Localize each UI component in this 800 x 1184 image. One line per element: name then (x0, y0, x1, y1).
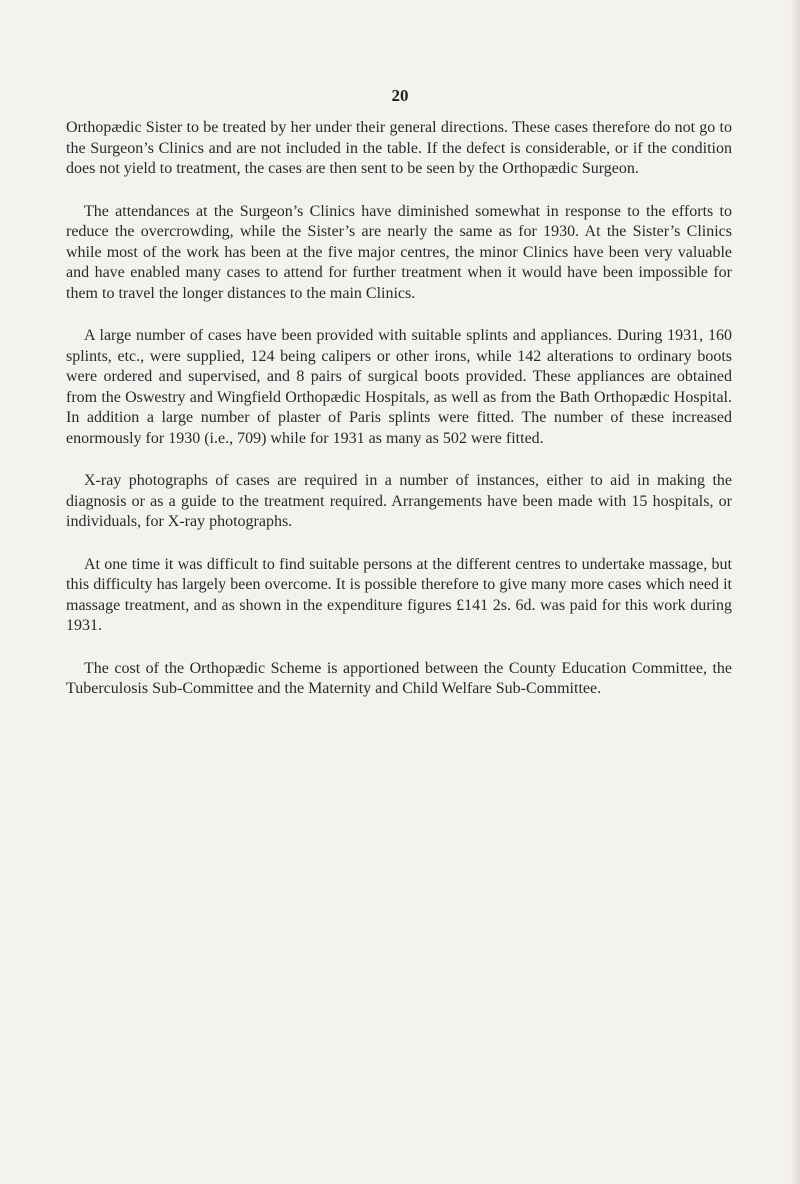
paragraph-massage: At one time it was difficult to find suitable persons at the different centres to undertake massage, but this difficulty has largely been overcome. It is possible therefore to give many more cases which need it massage treatment, and as shown in the expenditure figures £141 2s. 6d. was paid for this work during 1931. (66, 555, 732, 634)
page-edge-shadow (790, 0, 800, 1184)
paragraph-splints-appliances: A large number of cases have been provided with suitable splints and appliances. During 1931, 160 splints, etc., were supplied, 124 being calipers or other irons, while 142 alterations to ordinary boots were ordered and supervised, and 8 pairs of surgical boots provided. These appliances are obtained from the Oswestry and Wingfield Orthopædic Hospitals, as well as from the Bath Orthopædic Hospital. In addition a large number of plaster of Paris splints were fitted. The number of these increased enormously for 1930 (i.e., 709) while for 1931 as many as 502 were fitted. (66, 327, 732, 447)
paragraph-cost-apportioned: The cost of the Orthopædic Scheme is apportioned between the County Education Committee, the Tuberculosis Sub-Committee and the Maternity and Child Welfare Sub-Committee. (66, 659, 732, 697)
paragraph-orthopaedic-sister: Orthopædic Sister to be treated by her under their general directions. These cases therefore do not go to the Surgeon’s Clinics and are not included in the table. If the defect is considerable, or if the condition does not yield to treatment, the cases are then sent to be seen by the Orthopædic Surgeon. (66, 119, 732, 177)
page-number: 20 (391, 86, 409, 105)
body-text (66, 118, 732, 722)
paragraph-attendances: The attendances at the Surgeon’s Clinics have diminished somewhat in response to the efforts to reduce the overcrowding, while the Sister’s are nearly the same as for 1930. At the Sister’s Clinics while most of the work has been at the five major centres, the minor Clinics have been very valuable and have enabled many cases to attend for further treatment when it would have been impossible for them to travel the longer distances to the main Clinics. (66, 202, 732, 302)
paragraph-x-ray: X-ray photographs of cases are required in a number of instances, either to aid in making the diagnosis or as a guide to the treatment required. Arrangements have been made with 15 hospitals, or individuals, for X-ray photographs. (66, 472, 732, 530)
